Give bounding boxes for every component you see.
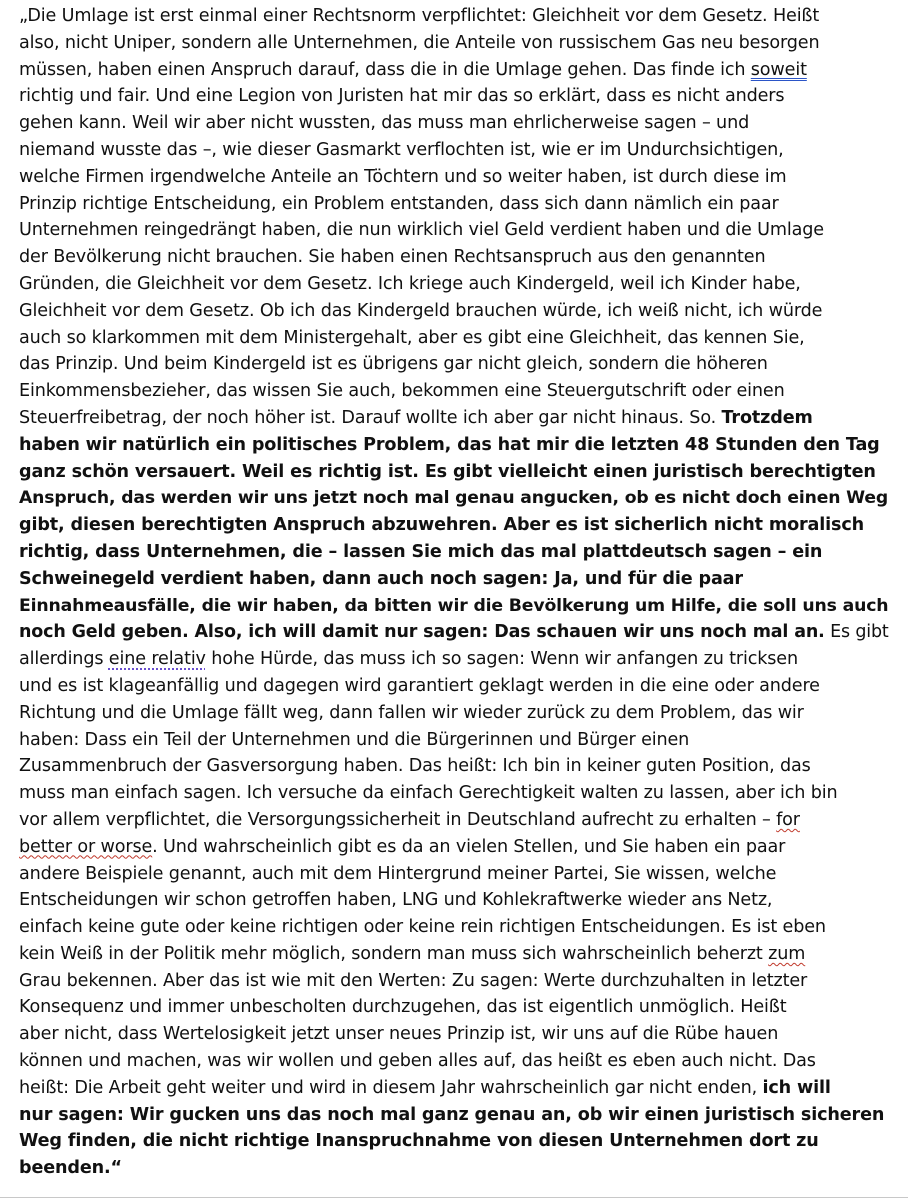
text-line	[19, 3, 889, 30]
text-run: richtig und fair. Und eine Legion von Juristen hat mir das so erklärt, dass es nicht anders	[19, 86, 785, 107]
text-run: gehen kann. Weil wir aber nicht wussten, das muss man ehrlicherweise sagen – und	[19, 113, 750, 134]
bold-text-run: Anspruch, das werden wir uns jetzt noch mal genau angucken, ob es nicht doch einen Weg	[19, 488, 888, 509]
text-run: Grau bekennen. Aber das ist wie mit den Werten: Zu sagen: Werte durchzuhalten in letzter	[19, 970, 808, 991]
text-run: Steuerfreibetrag, der noch höher ist. Darauf wollte ich aber gar nicht hinaus. So.	[19, 407, 722, 428]
text-run: heißt: Die Arbeit geht weiter und wird in diesem Jahr wahrscheinlich gar nicht enden,	[19, 1077, 763, 1098]
text-line	[19, 807, 889, 834]
grammar-flagged-word[interactable]: soweit	[750, 59, 807, 80]
text-line	[19, 1021, 889, 1048]
text-line	[19, 539, 889, 566]
text-line	[19, 485, 889, 512]
text-run: muss man einfach sagen. Ich versuche da einfach Gerechtigkeit walten zu lassen, aber ich bin	[19, 783, 838, 804]
text-line	[19, 914, 889, 941]
text-line	[19, 459, 889, 486]
text-line	[19, 593, 889, 620]
text-line	[19, 1075, 889, 1102]
text-run: hohe Hürde, das muss ich so sagen: Wenn wir anfangen zu tricksen	[205, 649, 798, 670]
spelling-flagged-word[interactable]: better or worse	[19, 836, 153, 857]
text-line	[19, 30, 889, 57]
text-line	[19, 57, 889, 84]
bold-text-run: gibt, diesen berechtigten Anspruch abzuwehren. Aber es ist sicherlich nicht moralisch	[19, 515, 865, 536]
bold-text-run: beenden.“	[19, 1158, 122, 1179]
text-line	[19, 941, 889, 968]
text-run: niemand wusste das –, wie dieser Gasmarkt verflochten ist, wie er im Undurchsichtigen,	[19, 139, 784, 160]
bold-text-run: ganz schön versauert. Weil es richtig ist. Es gibt vielleicht einen juristisch berechtigten	[19, 461, 876, 482]
text-run: vor allem verpflichtet, die Versorgungssicherheit in Deutschland aufrecht zu erhalten –	[19, 809, 777, 830]
text-run: „Die Umlage ist erst einmal einer Rechtsnorm verpflichtet: Gleichheit vor dem Gesetz. Heißt	[19, 6, 820, 26]
text-line	[19, 968, 889, 995]
text-run: welche Firmen irgendwelche Anteile an Töchtern und so weiter haben, ist durch diese im	[19, 166, 787, 187]
bold-text-run: ich will	[762, 1077, 831, 1098]
text-line	[19, 1128, 889, 1155]
spelling-flagged-word[interactable]: for	[776, 809, 800, 830]
text-line	[19, 566, 889, 593]
text-line	[19, 191, 889, 218]
text-line	[19, 1048, 889, 1075]
style-flagged-phrase[interactable]: eine relativ	[108, 649, 206, 670]
text-line	[19, 244, 889, 271]
text-line	[19, 619, 889, 646]
text-run: also, nicht Uniper, sondern alle Unternehmen, die Anteile von russischem Gas neu besorgen	[19, 32, 820, 53]
text-run: Einkommensbezieher, das wissen Sie auch, bekommen eine Steuergutschrift oder einen	[19, 381, 785, 402]
text-run: aber nicht, dass Wertelosigkeit jetzt unser neues Prinzip ist, wir uns auf die Rübe hauen	[19, 1024, 779, 1045]
bold-text-run: noch Geld geben. Also, ich will damit nur sagen: Das schauen wir uns noch mal an.	[19, 622, 825, 643]
bold-text-run: nur sagen: Wir gucken uns das noch mal ganz genau an, ob wir einen juristisch sicheren	[19, 1104, 885, 1125]
text-line	[19, 298, 889, 325]
text-run: Richtung und die Umlage fällt weg, dann fallen wir wieder zurück zu dem Problem, das wir	[19, 702, 804, 723]
text-line	[19, 1102, 889, 1129]
text-run: Unternehmen reingedrängt haben, die nun wirklich viel Geld verdient haben und die Umlage	[19, 220, 824, 241]
text-run: kein Weiß in der Politik mehr möglich, sondern man muss sich wahrscheinlich beherzt	[19, 943, 769, 964]
bold-text-run: richtig, dass Unternehmen, die – lassen Sie mich das mal plattdeutsch sagen – ein	[19, 541, 823, 562]
text-line	[19, 217, 889, 244]
text-line	[19, 164, 889, 191]
text-line	[19, 673, 889, 700]
bold-text-run: haben wir natürlich ein politisches Problem, das hat mir die letzten 48 Stunden den Tag	[19, 434, 880, 455]
text-line	[19, 271, 889, 298]
text-line	[19, 512, 889, 539]
page-bottom-divider	[0, 1197, 908, 1198]
spelling-flagged-word[interactable]: zum	[768, 943, 806, 964]
text-line	[19, 1155, 889, 1182]
bold-text-run: Trotzdem	[721, 407, 813, 428]
text-run: allerdings	[19, 649, 109, 670]
text-line	[19, 405, 889, 432]
text-line	[19, 861, 889, 888]
text-run: andere Beispiele genannt, auch mit dem Hintergrund meiner Partei, Sie wissen, welche	[19, 863, 777, 884]
text-run: auch so klarkommen mit dem Ministergehalt, aber es gibt eine Gleichheit, das kennen Sie,	[19, 327, 805, 348]
bold-text-run: Schweinegeld verdient haben, dann auch noch sagen: Ja, und für die paar	[19, 568, 743, 589]
text-run: Entscheidungen wir schon getroffen haben, LNG und Kohlekraftwerke wieder ans Netz,	[19, 890, 773, 911]
text-run: Gründen, die Gleichheit vor dem Gesetz. Ich kriege auch Kindergeld, weil ich Kinder habe,	[19, 273, 801, 294]
text-line	[19, 351, 889, 378]
text-line	[19, 780, 889, 807]
text-line	[19, 378, 889, 405]
text-run: können und machen, was wir wollen und geben alles auf, das heißt es eben auch nicht. Das	[19, 1051, 816, 1072]
text-line	[19, 994, 889, 1021]
text-line	[19, 83, 889, 110]
text-run: . Und wahrscheinlich gibt es da an vielen Stellen, und Sie haben ein paar	[152, 836, 786, 857]
text-run: Gleichheit vor dem Gesetz. Ob ich das Kindergeld brauchen würde, ich weiß nicht, ich würde	[19, 300, 823, 321]
text-run: der Bevölkerung nicht brauchen. Sie haben einen Rechtsanspruch aus den genannten	[19, 247, 766, 268]
text-line	[19, 110, 889, 137]
text-line	[19, 325, 889, 352]
text-run: Konsequenz und immer unbescholten durchzugehen, das ist eigentlich unmöglich. Heißt	[19, 997, 787, 1018]
bold-text-run: Einnahmeausfälle, die wir haben, da bitten wir die Bevölkerung um Hilfe, die soll uns auch	[19, 595, 889, 616]
text-run: haben: Dass ein Teil der Unternehmen und die Bürgerinnen und Bürger einen	[19, 729, 690, 750]
text-run: müssen, haben einen Anspruch darauf, dass die in die Umlage gehen. Das finde ich	[19, 59, 751, 80]
text-line	[19, 887, 889, 914]
text-line	[19, 727, 889, 754]
text-run: und es ist klageanfällig und dagegen wird garantiert geklagt werden in die eine oder andere	[19, 675, 820, 696]
text-run: Zusammenbruch der Gasversorgung haben. Das heißt: Ich bin in keiner guten Position, das	[19, 756, 811, 777]
text-run: Prinzip richtige Entscheidung, ein Problem entstanden, dass sich dann nämlich ein paar	[19, 193, 779, 214]
bold-text-run: Weg finden, die nicht richtige Inanspruchnahme von diesen Unternehmen dort zu	[19, 1131, 819, 1152]
text-line	[19, 834, 889, 861]
text-run: einfach keine gute oder keine richtigen oder keine rein richtigen Entscheidungen. Es ist eben	[19, 917, 826, 938]
text-line	[19, 432, 889, 459]
text-line	[19, 753, 889, 780]
text-line	[19, 700, 889, 727]
text-run: Es gibt	[824, 622, 889, 643]
text-run: das Prinzip. Und beim Kindergeld ist es übrigens gar nicht gleich, sondern die höheren	[19, 354, 768, 375]
text-line	[19, 646, 889, 673]
quote-paragraph[interactable]	[19, 3, 889, 1182]
text-line	[19, 137, 889, 164]
